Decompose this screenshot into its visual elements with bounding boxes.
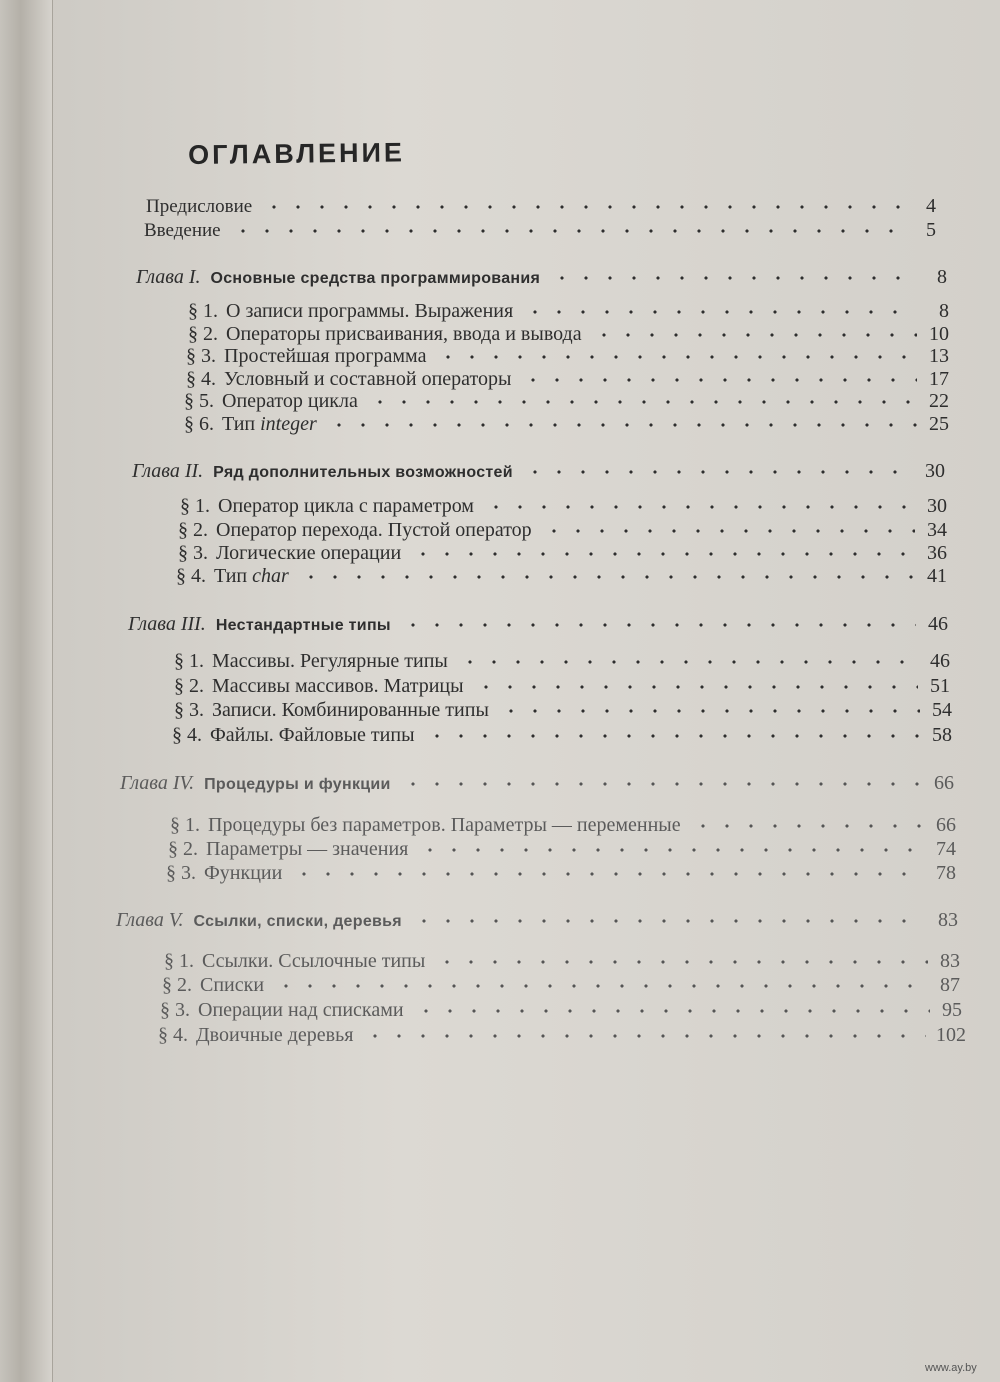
dot-leader [414,1008,930,1014]
section-title [222,413,317,436]
section-number: § 3. [178,542,208,564]
section-number: § 4. [176,565,206,587]
section-number: § 1. [188,300,218,322]
dot-leader [327,422,917,428]
dot-leader [592,332,917,338]
toc-chapter-4 [120,772,954,796]
dot-leader [484,504,915,510]
section-title-text: Тип [214,565,253,587]
section-number: § 3. [166,862,196,884]
section-title: Условный и составной операторы [224,368,512,390]
toc-section [180,495,947,519]
toc-entry-introduction [144,219,936,243]
toc-section [186,345,949,369]
section-title: Операции над списками [198,999,404,1021]
dot-leader [425,733,920,739]
toc-section [160,999,962,1023]
toc-section [174,675,950,699]
dot-leader [363,1033,926,1039]
dot-leader [299,574,915,580]
section-number: § 3. [186,345,216,367]
section-title: Параметры — значения [206,838,409,860]
dot-leader [691,823,924,829]
chapter-title: Ряд дополнительных возможностей [213,464,513,481]
section-title: Функции [204,862,283,884]
section-page: 74 [936,838,956,860]
section-title: Оператор цикла с параметром [218,495,474,517]
dot-leader [458,659,918,665]
section-number: § 1. [174,650,204,672]
chapter-title: Ссылки, списки, деревья [193,913,402,930]
toc-section [188,300,949,324]
section-title: Двоичные деревья [196,1024,354,1046]
section-number: § 5. [184,390,214,412]
section-title: Оператор перехода. Пустой оператор [216,519,532,541]
toc-section [184,390,949,414]
section-page: 66 [936,814,956,836]
toc-section [170,814,956,838]
section-title [214,565,289,588]
section-page: 10 [929,323,949,345]
section-number: § 1. [170,814,200,836]
dot-leader [292,871,924,877]
toc-chapter-3 [128,613,948,637]
section-title: О записи программы. Выражения [226,300,514,322]
section-page: 36 [927,542,947,564]
section-number: § 2. [162,974,192,996]
section-title: Массивы массивов. Матрицы [212,675,464,697]
toc-section [174,650,950,674]
chapter-page: 83 [938,909,958,931]
section-page: 30 [927,495,947,517]
dot-leader [521,377,917,383]
dot-leader [523,309,917,315]
section-number: § 1. [164,950,194,972]
dot-leader [262,204,904,210]
section-title: Простейшая программа [224,345,427,367]
section-title: Оператор цикла [222,390,358,412]
entry-title: Предисловие [146,196,253,217]
section-number: § 4. [158,1024,188,1046]
book-spine [0,0,53,1382]
section-page: 41 [927,565,947,587]
toc-section [186,368,949,392]
section-page: 13 [929,345,949,367]
dot-leader [274,983,928,989]
chapter-number: Глава I. [136,266,201,288]
toc-section [168,838,956,862]
section-number: § 4. [172,724,202,746]
section-title: Записи. Комбинированные типы [212,699,489,721]
section-number: § 2. [174,675,204,697]
section-page: 83 [940,950,960,972]
toc-section [176,565,947,589]
section-title-keyword: char [252,565,289,587]
site-watermark: www.ay.by [925,1362,977,1374]
section-page: 78 [936,862,956,884]
toc-section [164,950,960,974]
dot-leader [231,228,904,234]
section-title: Процедуры без параметров. Параметры — переменные [208,814,681,836]
section-title-text: Тип [222,413,261,435]
section-number: § 2. [188,323,218,345]
section-page: 34 [927,519,947,541]
section-page: 102 [936,1024,966,1046]
chapter-page: 66 [934,772,954,794]
section-page: 22 [929,390,949,412]
toc-chapter-2 [132,460,945,484]
section-title: Списки [200,974,265,996]
toc-section [172,724,952,748]
section-title: Операторы присваивания, ввода и вывода [226,323,582,345]
toc-section [188,323,949,347]
section-number: § 1. [180,495,210,517]
chapter-title: Основные средства программирования [210,270,541,287]
dot-leader [523,469,913,475]
dot-leader [411,551,915,557]
chapter-number: Глава V. [116,909,184,931]
toc-section [178,519,947,543]
toc-chapter-1 [136,266,947,290]
chapter-page: 8 [937,266,947,288]
dot-leader [401,781,922,787]
section-page: 17 [929,368,949,390]
section-title: Файлы. Файловые типы [210,724,415,746]
dot-leader [401,622,916,628]
section-title: Ссылки. Ссылочные типы [202,950,426,972]
section-title-keyword: integer [260,413,317,435]
section-page: 54 [932,699,952,721]
chapter-title: Нестандартные типы [215,617,391,634]
chapter-number: Глава II. [132,460,204,482]
section-number: § 4. [186,368,216,390]
dot-leader [368,399,917,405]
chapter-title: Процедуры и функции [204,776,391,793]
entry-page: 4 [926,195,936,217]
dot-leader [550,275,915,281]
toc-section [184,413,949,437]
toc-section [162,974,960,998]
dot-leader [435,959,928,965]
chapter-number: Глава IV. [120,772,195,794]
dot-leader [474,684,918,690]
section-title: Логические операции [216,542,402,564]
section-page: 95 [942,999,962,1021]
section-number: § 2. [168,838,198,860]
toc-section [158,1024,966,1048]
section-page: 46 [930,650,950,672]
section-number: § 2. [178,519,208,541]
section-page: 58 [932,724,952,746]
toc-section [174,699,952,723]
section-title: Массивы. Регулярные типы [212,650,448,672]
section-page: 25 [929,413,949,435]
dot-leader [436,354,917,360]
section-page: 8 [939,300,949,322]
entry-title: Введение [144,220,221,241]
section-number: § 3. [174,699,204,721]
dot-leader [418,847,924,853]
toc-chapter-5 [116,909,958,933]
toc-section [178,542,947,566]
toc-section [166,862,956,886]
section-number: § 3. [160,999,190,1021]
section-number: § 6. [184,413,214,435]
entry-page: 5 [926,219,936,241]
chapter-page: 46 [928,613,948,635]
dot-leader [412,918,926,924]
section-page: 51 [930,675,950,697]
section-page: 87 [940,974,960,996]
chapter-page: 30 [925,460,945,482]
chapter-number: Глава III. [128,613,206,635]
toc-title: ОГЛАВЛЕНИЕ [188,137,406,170]
dot-leader [499,708,920,714]
toc-entry-preface [146,195,936,219]
dot-leader [542,528,915,534]
